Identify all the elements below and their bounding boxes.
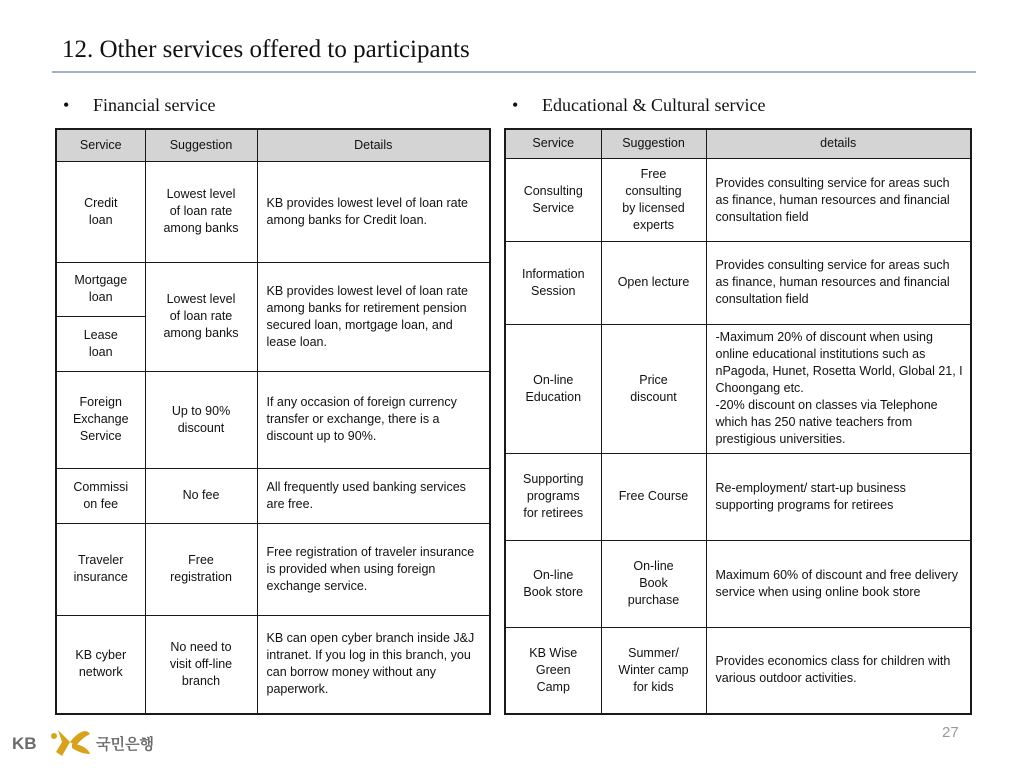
details-cell: Maximum 60% of discount and free delivery service when using online book store	[706, 540, 971, 627]
details-cell: KB provides lowest level of loan rate among banks for Credit loan.	[257, 161, 490, 262]
educational-service-table	[504, 128, 972, 715]
suggestion-cell: Price discount	[601, 324, 706, 453]
table-row	[56, 523, 490, 615]
header-details: Details	[257, 129, 490, 161]
title-divider	[52, 71, 976, 73]
service-cell: Mortgage loan	[56, 262, 145, 316]
details-cell: All frequently used banking services are free.	[257, 468, 490, 523]
table-row	[505, 540, 971, 627]
header-service: Service	[56, 129, 145, 161]
financial-heading-text: Financial service	[93, 95, 216, 115]
suggestion-cell: Lowest level of loan rate among banks	[145, 161, 257, 262]
details-cell: Re-employment/ start-up business supporting programs for retirees	[706, 453, 971, 540]
table-row	[505, 627, 971, 714]
service-cell: Credit loan	[56, 161, 145, 262]
service-cell: Foreign Exchange Service	[56, 371, 145, 468]
table-row	[56, 161, 490, 262]
suggestion-cell: Up to 90% discount	[145, 371, 257, 468]
details-cell: If any occasion of foreign currency transfer or exchange, there is a discount up to 90%.	[257, 371, 490, 468]
table-row	[505, 324, 971, 453]
suggestion-cell: Free Course	[601, 453, 706, 540]
bullet-icon: •	[512, 95, 519, 115]
table-row	[56, 615, 490, 714]
table-row	[505, 453, 971, 540]
details-cell: KB can open cyber branch inside J&J intranet. If you log in this branch, you can borrow money without any paperwork.	[257, 615, 490, 714]
details-cell: -Maximum 20% of discount when using online educational institutions such as nPagoda, Hunet, Rosetta World, Global 21, I Choongang etc. -20% discount on classes via Telephone which has 250 native teachers from prestigious universities.	[706, 324, 971, 453]
table-row	[505, 241, 971, 324]
suggestion-cell: Free consulting by licensed experts	[601, 158, 706, 241]
bullet-icon: •	[63, 95, 70, 115]
details-cell: KB provides lowest level of loan rate among banks for retirement pension secured loan, mortgage loan, and lease loan.	[257, 262, 490, 371]
suggestion-cell: On-line Book purchase	[601, 540, 706, 627]
header-suggestion: Suggestion	[601, 129, 706, 158]
table-header-row	[505, 129, 971, 158]
header-details: details	[706, 129, 971, 158]
header-service: Service	[505, 129, 601, 158]
suggestion-cell: Free registration	[145, 523, 257, 615]
financial-section-heading	[55, 95, 215, 116]
service-cell: Supporting programs for retirees	[505, 453, 601, 540]
financial-service-table	[55, 128, 491, 715]
details-cell: Provides economics class for children with various outdoor activities.	[706, 627, 971, 714]
details-cell: Provides consulting service for areas such as finance, human resources and financial consultation field	[706, 158, 971, 241]
table-header-row	[56, 129, 490, 161]
service-cell: On-line Book store	[505, 540, 601, 627]
service-cell: Lease loan	[56, 316, 145, 371]
educational-heading-text: Educational & Cultural service	[542, 95, 766, 115]
educational-section-heading	[504, 95, 765, 116]
service-cell: Consulting Service	[505, 158, 601, 241]
table-row	[56, 262, 490, 316]
page-number: 27	[942, 724, 959, 741]
table-row	[56, 371, 490, 468]
logo-korean-text: 국민은행	[96, 735, 154, 753]
table-row	[505, 158, 971, 241]
kb-star-icon	[51, 730, 90, 756]
page-title: 12. Other services offered to participants	[62, 36, 470, 63]
service-cell: KB Wise Green Camp	[505, 627, 601, 714]
table-row	[56, 468, 490, 523]
details-cell: Free registration of traveler insurance is provided when using foreign exchange service.	[257, 523, 490, 615]
kb-logo	[12, 722, 182, 762]
service-cell: Information Session	[505, 241, 601, 324]
service-cell: On-line Education	[505, 324, 601, 453]
suggestion-cell: Summer/ Winter camp for kids	[601, 627, 706, 714]
suggestion-cell: Open lecture	[601, 241, 706, 324]
logo-kb-text: KB	[12, 734, 37, 753]
suggestion-cell: Lowest level of loan rate among banks	[145, 262, 257, 371]
suggestion-cell: No need to visit off-line branch	[145, 615, 257, 714]
service-cell: Traveler insurance	[56, 523, 145, 615]
service-cell: Commissi on fee	[56, 468, 145, 523]
header-suggestion: Suggestion	[145, 129, 257, 161]
service-cell: KB cyber network	[56, 615, 145, 714]
details-cell: Provides consulting service for areas such as finance, human resources and financial consultation field	[706, 241, 971, 324]
suggestion-cell: No fee	[145, 468, 257, 523]
